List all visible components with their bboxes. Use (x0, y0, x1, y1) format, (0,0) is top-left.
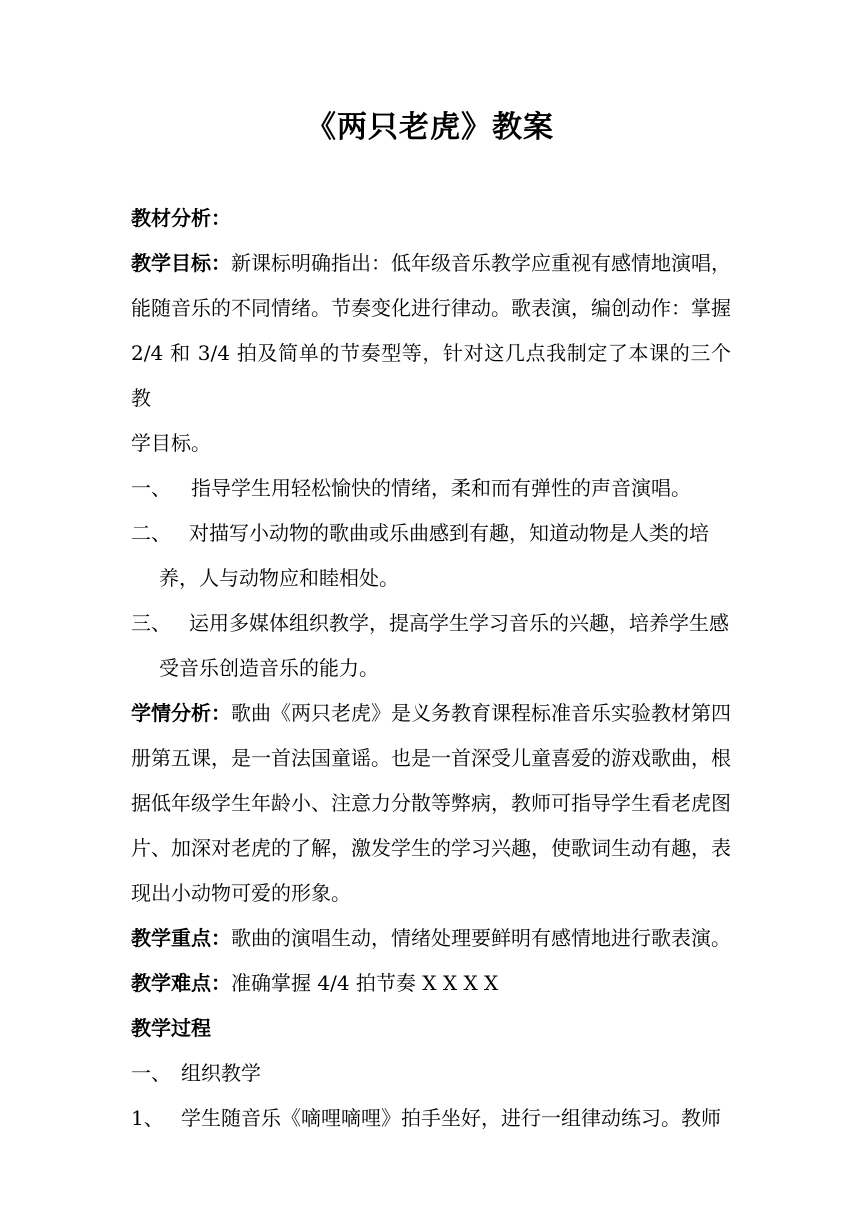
difficulty-text: 准确掌握 4/4 拍节奏 X X X X (231, 971, 499, 995)
goal-item-text: 对描写小动物的歌曲或乐曲感到有趣，知道动物是人类的培 (189, 521, 709, 545)
page-title: 《两只老虎》教案 (306, 110, 554, 145)
student-analysis-label: 学情分析： (131, 701, 231, 725)
process-step-text: 组织教学 (181, 1061, 261, 1085)
goal-item-1 (131, 466, 731, 511)
goal-item-continuation: 养，人与动物应和睦相处。 (159, 566, 399, 590)
document-body (131, 196, 731, 1141)
student-analysis-paragraph (131, 691, 731, 916)
teaching-goals-line-3: 2/4 和 3/4 拍及简单的节奏型等，针对这几点我制定了本课的三个教 (131, 341, 731, 410)
student-analysis-line-5: 现出小动物可爱的形象。 (131, 881, 351, 905)
teaching-goals-line-1: 新课标明确指出：低年级音乐教学应重视有感情地演唱， (231, 251, 731, 275)
difficulty-label: 教学难点： (131, 971, 231, 995)
process-substep-text: 学生随音乐《嘀哩嘀哩》拍手坐好，进行一组律动练习。教师 (181, 1106, 721, 1130)
process-step-number: 一、 (131, 1061, 171, 1085)
student-analysis-line-1: 歌曲《两只老虎》是义务教育课程标准音乐实验教材第四 (231, 701, 731, 725)
goal-item-number: 三、 (131, 611, 171, 635)
process-step-1 (131, 1051, 731, 1096)
key-point-paragraph (131, 916, 731, 961)
teaching-goals-line-2: 能随音乐的不同情绪。节奏变化进行律动。歌表演，编创动作：掌握 (131, 296, 731, 320)
student-analysis-line-3: 据低年级学生年龄小、注意力分散等弊病，教师可指导学生看老虎图 (131, 791, 731, 815)
key-point-label: 教学重点： (131, 926, 231, 950)
student-analysis-line-4: 片、加深对老虎的了解，激发学生的学习兴趣，使歌词生动有趣，表 (131, 836, 731, 860)
student-analysis-line-2: 册第五课，是一首法国童谣。也是一首深受儿童喜爱的游戏歌曲，根 (131, 746, 731, 770)
process-substep-1 (131, 1096, 731, 1141)
difficulty-paragraph (131, 961, 731, 1006)
goal-item-text: 运用多媒体组织教学，提高学生学习音乐的兴趣，培养学生感 (189, 611, 729, 635)
process-substep-number: 1、 (131, 1106, 164, 1130)
goal-item-number: 二、 (131, 521, 171, 545)
teaching-goals-label: 教学目标： (131, 251, 231, 275)
goal-item-text: 指导学生用轻松愉快的情绪，柔和而有弹性的声音演唱。 (191, 476, 691, 500)
goal-item-number: 一、 (131, 476, 171, 500)
key-point-text: 歌曲的演唱生动，情绪处理要鲜明有感情地进行歌表演。 (231, 926, 731, 950)
goal-item-3 (131, 601, 731, 646)
teaching-goals-line-4: 学目标。 (131, 431, 211, 455)
material-analysis-heading: 教材分析： (131, 206, 231, 230)
goal-item-2 (131, 511, 731, 556)
teaching-process-heading: 教学过程 (131, 1016, 211, 1040)
teaching-goals-paragraph (131, 241, 731, 466)
goal-item-continuation: 受音乐创造音乐的能力。 (159, 656, 379, 680)
